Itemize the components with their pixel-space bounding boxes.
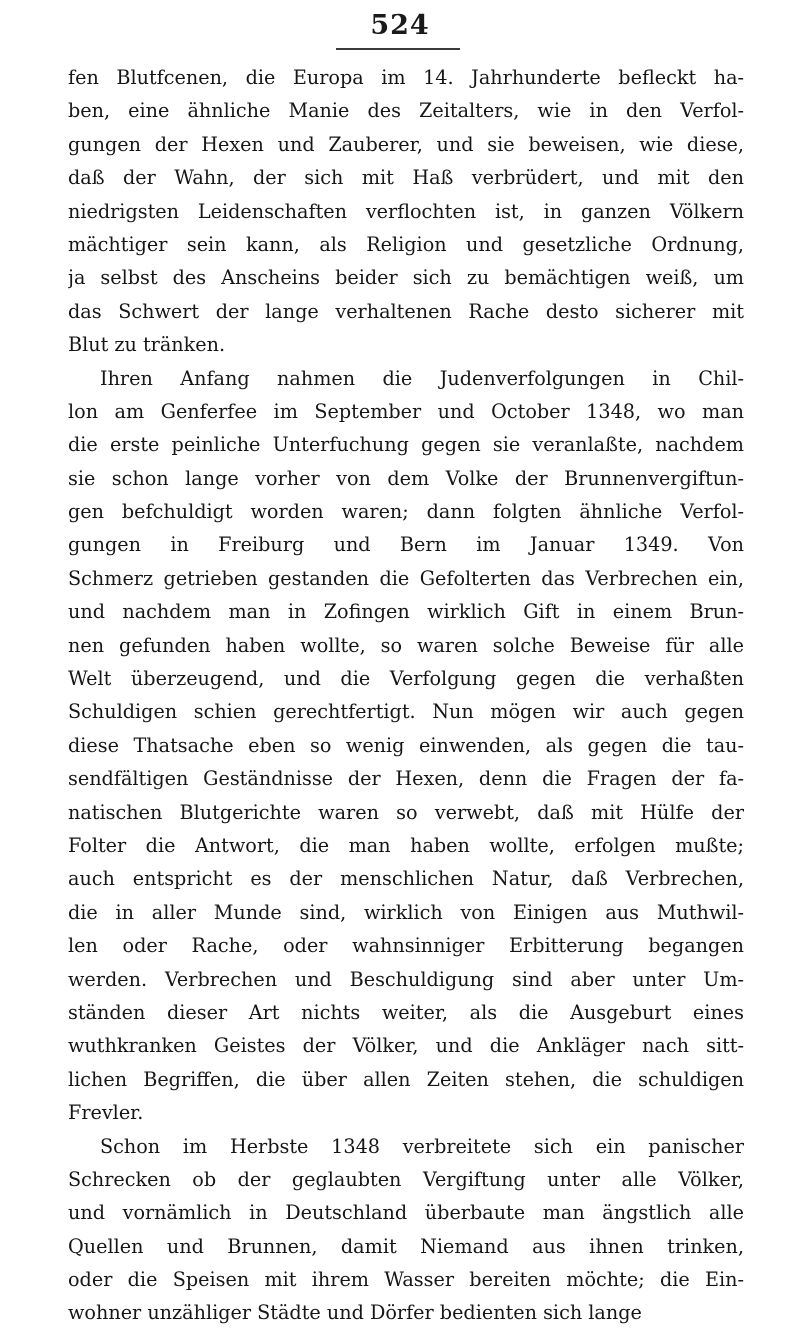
text-line: gungen der Hexen und Zauberer, und sie beweisen, wie diese,: [68, 132, 744, 156]
text-line: natischen Blutgerichte waren so verwebt, daß mit Hülfe der: [68, 800, 744, 824]
paragraph: [68, 362, 744, 1130]
text-line: ben, eine ähnliche Manie des Zeitalters, wie in den Verfol-: [68, 99, 744, 123]
text-line: ja selbst des Anscheins beider sich zu bemächtigen weiß, um: [68, 266, 744, 290]
text-line: fen Blutfcenen, die Europa im 14. Jahrhunderte befleckt ha-: [68, 66, 744, 89]
text-line: niedrigsten Leidenschaften verflochten ist, in ganzen Völkern: [68, 199, 744, 223]
text-line: sie schon lange vorher von dem Volke der Brunnenvergiftun-: [68, 466, 744, 490]
header-rule: [336, 48, 460, 50]
text-line: Folter die Antwort, die man haben wollte, erfolgen mußte;: [68, 833, 744, 857]
text-line: werden. Verbrechen und Beschuldigung sind aber unter Um-: [68, 967, 744, 991]
text-line: das Schwert der lange verhaltenen Rache desto sicherer mit: [68, 299, 744, 323]
text-line: len oder Rache, oder wahnsinniger Erbitterung begangen: [68, 934, 744, 958]
text-line: die in aller Munde sind, wirklich von Einigen aus Muthwil-: [68, 900, 744, 924]
text-line: Quellen und Brunnen, damit Niemand aus ihnen trinken,: [68, 1234, 744, 1258]
text-line: sendfältigen Geständnisse der Hexen, denn die Fragen der fa-: [68, 767, 744, 791]
text-line: mächtiger sein kann, als Religion und gesetzliche Ordnung,: [68, 232, 744, 256]
text-line: Frevler.: [68, 1101, 144, 1125]
body-text: [68, 61, 744, 1330]
text-line: daß der Wahn, der sich mit Haß verbrüdert, und mit den: [68, 166, 744, 190]
text-line: wohner unzähliger Städte und Dörfer bedienten sich lange: [68, 1301, 642, 1325]
text-line: Schuldigen schien gerechtfertigt. Nun mögen wir auch gegen: [68, 700, 744, 724]
paragraph: [68, 1130, 744, 1330]
text-line: gen befchuldigt worden waren; dann folgten ähnliche Verfol-: [68, 500, 744, 524]
text-line: Welt überzeugend, und die Verfolgung gegen die verhaßten: [68, 667, 744, 691]
text-line: gungen in Freiburg und Bern im Januar 1349. Von: [68, 533, 744, 557]
text-line: Schmerz getrieben gestanden die Gefolterten das Verbrechen ein,: [68, 566, 744, 590]
text-line: diese Thatsache eben so wenig einwenden, als gegen die tau-: [68, 733, 744, 757]
text-line: wuthkranken Geistes der Völker, und die Ankläger nach sitt-: [68, 1034, 744, 1058]
text-line: ständen dieser Art nichts weiter, als die Ausgeburt eines: [68, 1000, 744, 1024]
page-number: 524: [370, 10, 430, 41]
text-line: Blut zu tränken.: [68, 333, 226, 357]
text-line: die erste peinliche Unterfuchung gegen sie veranlaßte, nachdem: [68, 433, 744, 457]
text-line: Schrecken ob der geglaubten Vergiftung unter alle Völker,: [68, 1167, 744, 1191]
text-line: und vornämlich in Deutschland überbaute man ängstlich alle: [68, 1201, 744, 1225]
text-line: auch entspricht es der menschlichen Natur, daß Verbrechen,: [68, 867, 744, 891]
text-line: lichen Begriffen, die über allen Zeiten stehen, die schuldigen: [68, 1067, 744, 1091]
text-line: lon am Genferfee im September und October 1348, wo man: [68, 399, 744, 423]
text-line: Schon im Herbste 1348 verbreitete sich ein panischer: [100, 1134, 744, 1158]
text-line: nen gefunden haben wollte, so waren solche Beweise für alle: [68, 633, 744, 657]
paragraph: [68, 61, 744, 362]
text-line: oder die Speisen mit ihrem Wasser bereiten möchte; die Ein-: [68, 1268, 744, 1292]
text-line: und nachdem man in Zofingen wirklich Gift in einem Brun-: [68, 600, 744, 624]
text-line: Ihren Anfang nahmen die Judenverfolgungen in Chil-: [100, 366, 744, 390]
